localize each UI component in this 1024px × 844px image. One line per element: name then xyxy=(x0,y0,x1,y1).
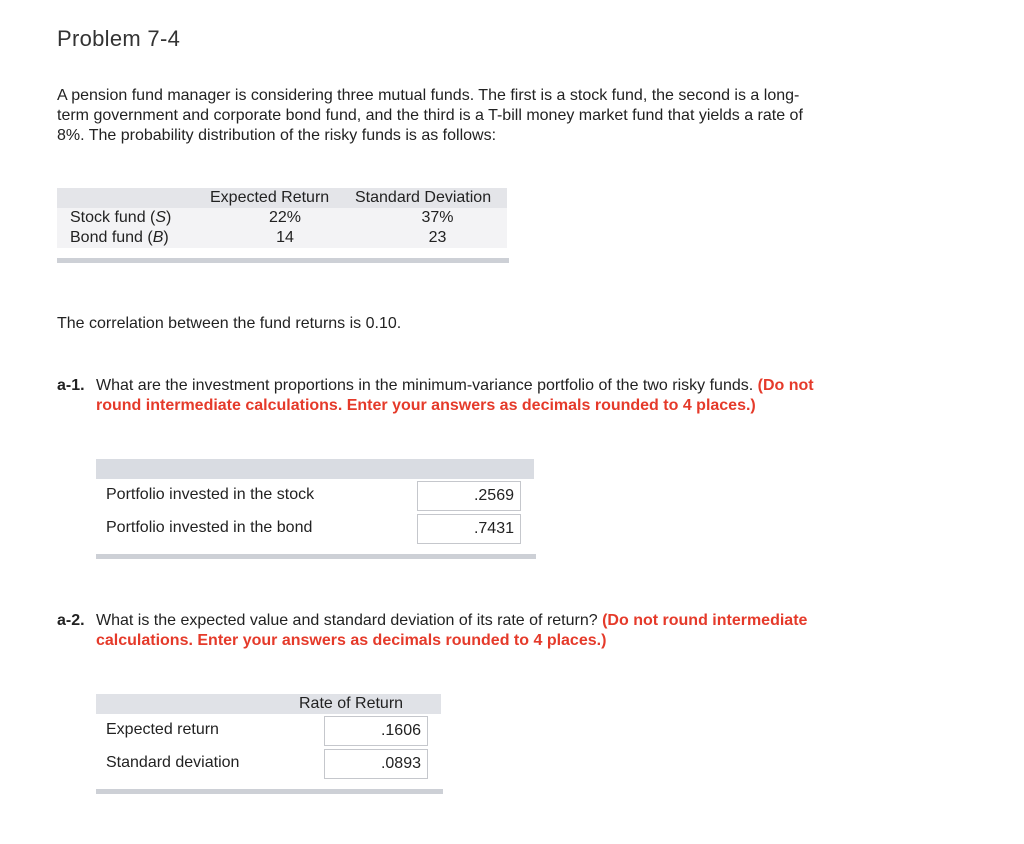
a1-stock-proportion-input[interactable]: .2569 xyxy=(417,481,521,511)
question-a1-body xyxy=(96,376,886,416)
question-a1-number: a-1. xyxy=(57,377,85,394)
a1-row-stock-label: Portfolio invested in the stock xyxy=(106,486,315,503)
answer-table-a2-footer-bar xyxy=(96,789,443,794)
a1-row-bond-label: Portfolio invested in the bond xyxy=(106,519,313,536)
intro-line-2: term government and corporate bond fund, and the third is a T-bill money market fund that yields a rate of xyxy=(57,107,803,124)
correlation-text: The correlation between the fund returns is 0.10. xyxy=(57,315,402,332)
funds-row-bond-label: Bond fund (B) xyxy=(70,229,169,246)
question-a2-instruction-1: (Do not round intermediate xyxy=(602,612,808,629)
intro-line-3: 8%. The probability distribution of the risky funds is as follows: xyxy=(57,127,497,144)
a2-column-header: Rate of Return xyxy=(299,695,404,712)
page-title: Problem 7-4 xyxy=(57,26,181,51)
question-a1-instruction-2: round intermediate calculations. Enter your answers as decimals rounded to 4 places.) xyxy=(96,397,756,414)
a1-bond-proportion-input[interactable]: .7431 xyxy=(417,514,521,544)
funds-row-bond-expected-return: 14 xyxy=(276,229,294,246)
a2-expected-return-input[interactable]: .1606 xyxy=(324,716,428,746)
funds-row-stock-expected-return: 22% xyxy=(268,209,302,226)
question-a2 xyxy=(57,611,897,651)
question-a1 xyxy=(57,376,897,416)
a2-row-std-dev-label: Standard deviation xyxy=(106,754,240,771)
answer-table-a1-header xyxy=(96,459,534,479)
question-a1-text: What are the investment proportions in the minimum-variance portfolio of the two risky funds. xyxy=(96,377,754,394)
answer-table-a1-footer-bar xyxy=(96,554,536,559)
question-a2-instruction-2: calculations. Enter your answers as decimals rounded to 4 places.) xyxy=(96,632,607,649)
question-a1-instruction-1: (Do not xyxy=(757,377,814,394)
intro-line-1: A pension fund manager is considering three mutual funds. The first is a stock fund, the second is a long- xyxy=(57,87,800,104)
funds-header-std-dev: Standard Deviation xyxy=(355,189,492,206)
funds-header-expected-return: Expected Return xyxy=(210,189,330,206)
funds-row-bond-std-dev: 23 xyxy=(428,229,447,246)
problem-intro xyxy=(57,86,887,146)
question-a2-number: a-2. xyxy=(57,612,85,629)
funds-row-stock-label: Stock fund (S) xyxy=(70,209,172,226)
question-a2-body xyxy=(96,611,886,651)
a2-row-expected-return-label: Expected return xyxy=(106,721,219,738)
question-a2-text: What is the expected value and standard deviation of its rate of return? xyxy=(96,612,598,629)
a2-std-dev-input[interactable]: .0893 xyxy=(324,749,428,779)
funds-table-footer-bar xyxy=(57,258,509,263)
funds-row-stock-std-dev: 37% xyxy=(421,209,454,226)
